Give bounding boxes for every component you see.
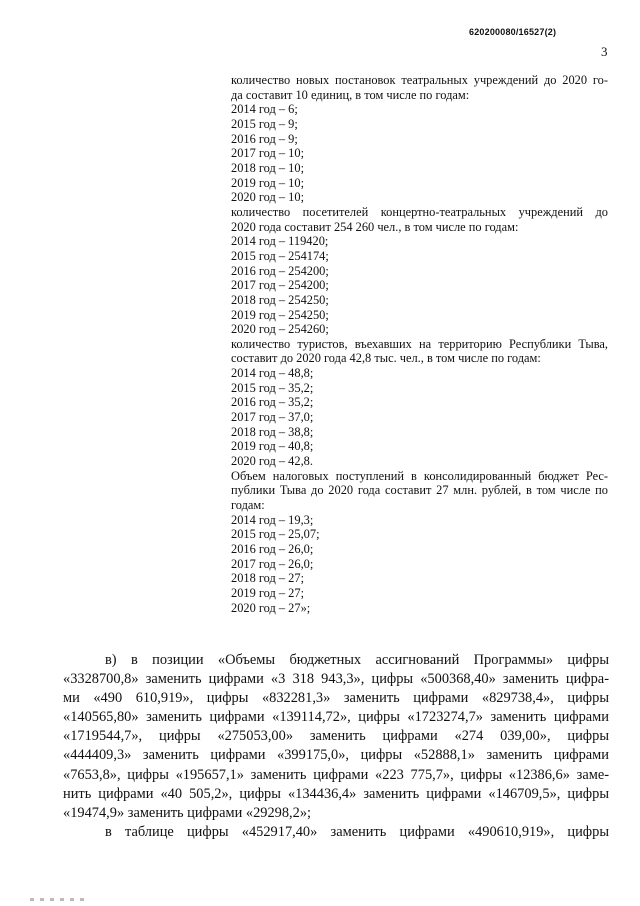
text-line: 2017 год – 10; [231, 146, 305, 161]
paragraph-line: «140565,80» заменить цифрами «139114,72», цифры «1723274,7» заменить цифрами [63, 709, 609, 726]
text-line: составит до 2020 года 42,8 тыс. чел., в том числе по годам: [231, 351, 541, 366]
text-line: 2018 год – 27; [231, 571, 305, 586]
text-line: количество посетителей концертно-театральных учреждений до [231, 204, 608, 219]
text-line: 2018 год – 10; [231, 160, 305, 175]
paragraph-line: «19474,9» заменить цифрами «29298,2»; [63, 804, 312, 821]
text-line: годам: [231, 498, 265, 513]
text-line: 2015 год – 35,2; [231, 380, 314, 395]
paragraph-line: «1719544,7», цифры «275053,00» заменить цифрами «274 039,00», цифры [63, 728, 609, 745]
paragraph-line: в таблице цифры «452917,40» заменить цифрами «490610,919», цифры [105, 823, 609, 840]
paragraph-line: нить цифрами «40 505,2», цифры «134436,4» заменить цифрами «146709,5», цифры [63, 785, 609, 802]
amendment-text [63, 651, 609, 842]
text-line: 2019 год – 254250; [231, 307, 329, 322]
text-line: 2020 год – 42,8. [231, 454, 313, 469]
paragraph-line: «3328700,8» заменить цифрами «3 318 943,3», цифры «500368,40» заменить цифра- [63, 671, 609, 688]
text-line: 2020 год – 27»; [231, 600, 311, 615]
text-line: Объем налоговых поступлений в консолидированный бюджет Рес- [231, 468, 608, 483]
text-line: 2017 год – 37,0; [231, 410, 314, 425]
text-line: 2014 год – 48,8; [231, 366, 314, 381]
indicator-list [231, 73, 608, 615]
text-line: 2015 год – 254174; [231, 248, 329, 263]
text-line: 2019 год – 40,8; [231, 439, 314, 454]
text-line: 2015 год – 9; [231, 116, 298, 131]
text-line: 2016 год – 26,0; [231, 542, 314, 556]
text-line: 2017 год – 26,0; [231, 556, 314, 571]
text-line: 2014 год – 19,3; [231, 512, 314, 527]
text-line: 2017 год – 254200; [231, 278, 329, 293]
text-line: 2014 год – 6; [231, 102, 298, 117]
text-line: 2014 год – 119420; [231, 234, 329, 249]
paragraph-line: «444409,3» заменить цифрами «399175,0», цифры «52888,1» заменить цифрами [63, 747, 609, 764]
text-line: 2016 год – 254200; [231, 263, 329, 278]
text-line: 2020 года составит 254 260 чел., в том числе по годам: [231, 219, 519, 234]
text-line: 2018 год – 38,8; [231, 424, 314, 439]
text-line: да составит 10 единиц, в том числе по годам: [231, 87, 470, 102]
paragraph-line: ми «490 610,919», цифры «832281,3» заменить цифрами «829738,4», цифры [63, 690, 609, 707]
text-line: количество новых постановок театральных учреждений до 2020 го- [231, 73, 608, 87]
text-line: 2015 год – 25,07; [231, 527, 320, 542]
text-line: 2020 год – 254260; [231, 322, 329, 337]
text-line: 2019 год – 10; [231, 175, 305, 190]
text-line: количество туристов, въехавших на территорию Республики Тыва, [231, 336, 608, 351]
footer-marks [30, 888, 120, 892]
text-line: 2018 год – 254250; [231, 292, 329, 307]
text-line: 2020 год – 10; [231, 190, 305, 205]
page-number: 3 [601, 44, 608, 59]
text-line: публики Тыва до 2020 года составит 27 млн. рублей, в том числе по [231, 483, 608, 498]
document-id: 620200080/16527(2) [469, 27, 557, 37]
text-line: 2016 год – 9; [231, 131, 298, 146]
text-line: 2016 год – 35,2; [231, 395, 314, 410]
paragraph-line: «7653,8», цифры «195657,1» заменить цифрами «223 775,7», цифры «12386,6» заме- [63, 766, 609, 783]
paragraph-line: в) в позиции «Объемы бюджетных ассигнований Программы» цифры [105, 652, 609, 668]
text-line: 2019 год – 27; [231, 585, 305, 600]
